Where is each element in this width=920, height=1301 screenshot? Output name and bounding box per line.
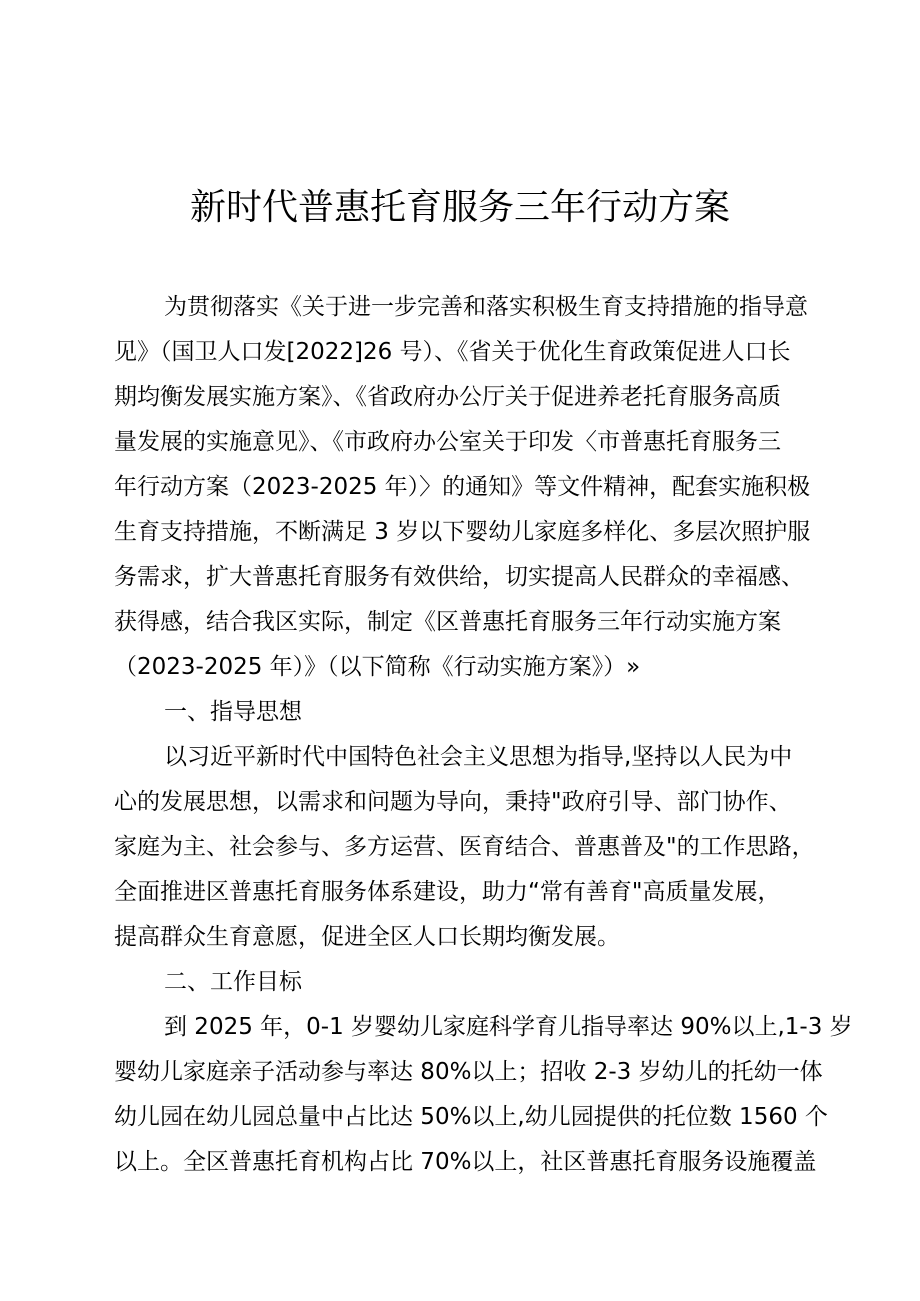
paragraph-3-line-2: 婴幼儿家庭亲子活动参与率达 80%以上；招收 2-3 岁幼儿的托幼一体 — [114, 1059, 823, 1085]
section-heading-guiding-ideology: 一、指导思想 — [164, 699, 302, 725]
paragraph-1-line-6: 生育支持措施，不断满足 3 岁以下婴幼儿家庭多样化、多层次照护服 — [114, 519, 811, 545]
paragraph-1-line-8: 获得感，结合我区实际，制定《区普惠托育服务三年行动实施方案 — [114, 609, 781, 635]
section-heading-work-goals: 二、工作目标 — [164, 969, 302, 995]
paragraph-3-line-3: 幼儿园在幼儿园总量中占比达 50%以上,幼儿园提供的托位数 1560 个 — [114, 1104, 828, 1130]
paragraph-3-line-4: 以上。全区普惠托育机构占比 70%以上，社区普惠托育服务设施覆盖 — [114, 1149, 817, 1175]
paragraph-1-line-7: 务需求，扩大普惠托育服务有效供给，切实提高人民群众的幸福感、 — [114, 564, 804, 590]
paragraph-1-line-4: 量发展的实施意见》、《市政府办公室关于印发〈市普惠托育服务三 — [114, 429, 781, 455]
paragraph-2-line-5: 提高群众生育意愿，促进全区人口长期均衡发展。 — [114, 924, 620, 950]
paragraph-2-line-1: 以习近平新时代中国特色社会主义思想为指导,坚持以人民为中 — [164, 744, 793, 770]
paragraph-1-line-1: 为贯彻落实《关于进一步完善和落实积极生育支持措施的指导意 — [164, 294, 808, 320]
paragraph-2-line-4: 全面推进区普惠托育服务体系建设，助力“常有善育"高质量发展， — [114, 879, 781, 905]
document-title: 新时代普惠托育服务三年行动方案 — [189, 187, 730, 228]
paragraph-1-line-5: 年行动方案（2023-2025 年）〉的通知》等文件精神，配套实施积极 — [114, 474, 811, 500]
paragraph-1-line-3: 期均衡发展实施方案》、《省政府办公厅关于促进养老托育服务高质 — [114, 384, 781, 410]
paragraph-2-line-2: 心的发展思想，以需求和问题为导向，秉持"政府引导、部门协作、 — [114, 789, 792, 815]
paragraph-3-line-1: 到 2025 年，0-1 岁婴幼儿家庭科学育儿指导率达 90%以上,1-3 岁 — [164, 1014, 853, 1040]
paragraph-1-line-2: 见》（国卫人口发[2022]26 号）、《省关于优化生育政策促进人口长 — [114, 339, 791, 365]
paragraph-1-line-9: （2023-2025 年）》（以下简称《行动实施方案》）» — [114, 654, 641, 680]
paragraph-2-line-3: 家庭为主、社会参与、多方运营、医育结合、普惠普及"的工作思路， — [114, 834, 815, 860]
